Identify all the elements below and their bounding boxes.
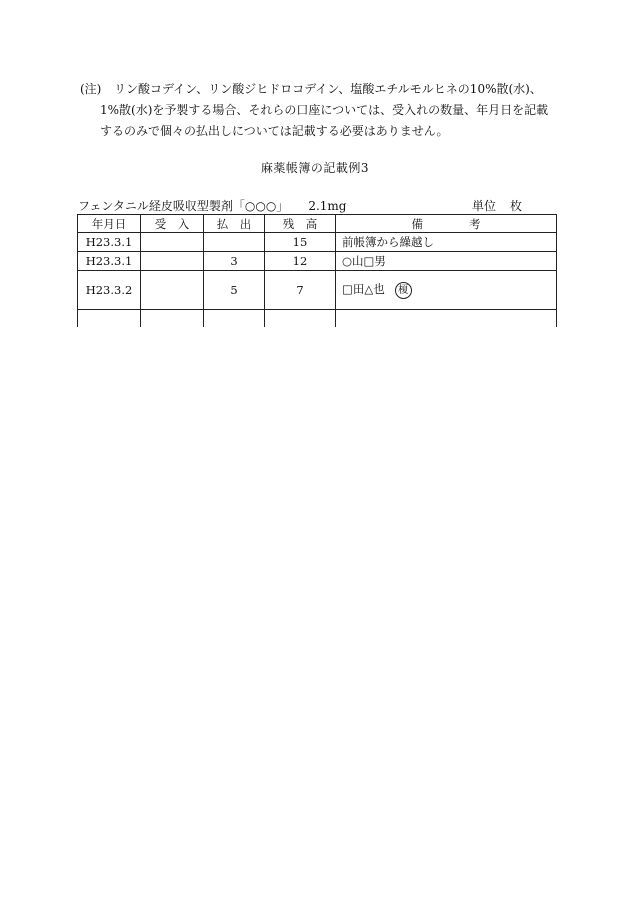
cell-balance: 12 [265,252,336,271]
cell-remarks [336,271,557,310]
cell-date: H23.3.1 [78,252,141,271]
table-row [78,233,557,252]
remarks-text: □田△也 [342,282,385,297]
seal-stamp: 榎 [395,282,412,299]
product-strength: 2.1mg [308,199,347,213]
narcotics-ledger-table [77,214,557,327]
cell-dispensed [204,310,265,328]
table-header-row [78,215,557,233]
product-name: フェンタニル経皮吸収型製剤「○○○」 [78,199,289,213]
cell-date: H23.3.2 [78,271,141,310]
header-date: 年月日 [78,215,141,233]
header-dispensed: 払 出 [204,215,265,233]
cell-dispensed: 3 [204,252,265,271]
note-line-1 [80,79,570,100]
table-row [78,310,557,328]
table-row [78,252,557,271]
header-balance: 残 高 [265,215,336,233]
cell-balance [265,310,336,328]
cell-remarks: 前帳簿から繰越し [336,233,557,252]
cell-dispensed: 5 [204,271,265,310]
cell-remarks: ○山□男 [336,252,557,271]
cell-date: H23.3.1 [78,233,141,252]
header-remarks: 備 考 [336,215,557,233]
cell-received [141,310,204,328]
cell-dispensed [204,233,265,252]
document-title: 麻薬帳簿の記載例3 [260,161,370,175]
cell-date [78,310,141,328]
cell-received [141,233,204,252]
note-text-1: リン酸コデイン、リン酸ジヒドロコデイン、塩酸エチルモルヒネの10%散(水)、 [114,82,542,96]
product-line [78,197,347,214]
cell-balance: 7 [265,271,336,310]
unit-value: 枚 [510,199,523,213]
cell-balance: 15 [265,233,336,252]
note-line-3: するのみで個々の払出しについては記載する必要はありません。 [100,124,449,138]
unit-line [472,197,522,214]
note-mark: (注) [80,82,102,96]
unit-label: 単位 [472,199,497,213]
cell-received [141,252,204,271]
cell-received [141,271,204,310]
header-received: 受 入 [141,215,204,233]
note-paragraph [80,79,570,142]
note-line-2: 1%散(水)を予製する場合、それらの口座については、受入れの数量、年月日を記載 [100,103,549,117]
cell-remarks [336,310,557,328]
table-row [78,271,557,310]
